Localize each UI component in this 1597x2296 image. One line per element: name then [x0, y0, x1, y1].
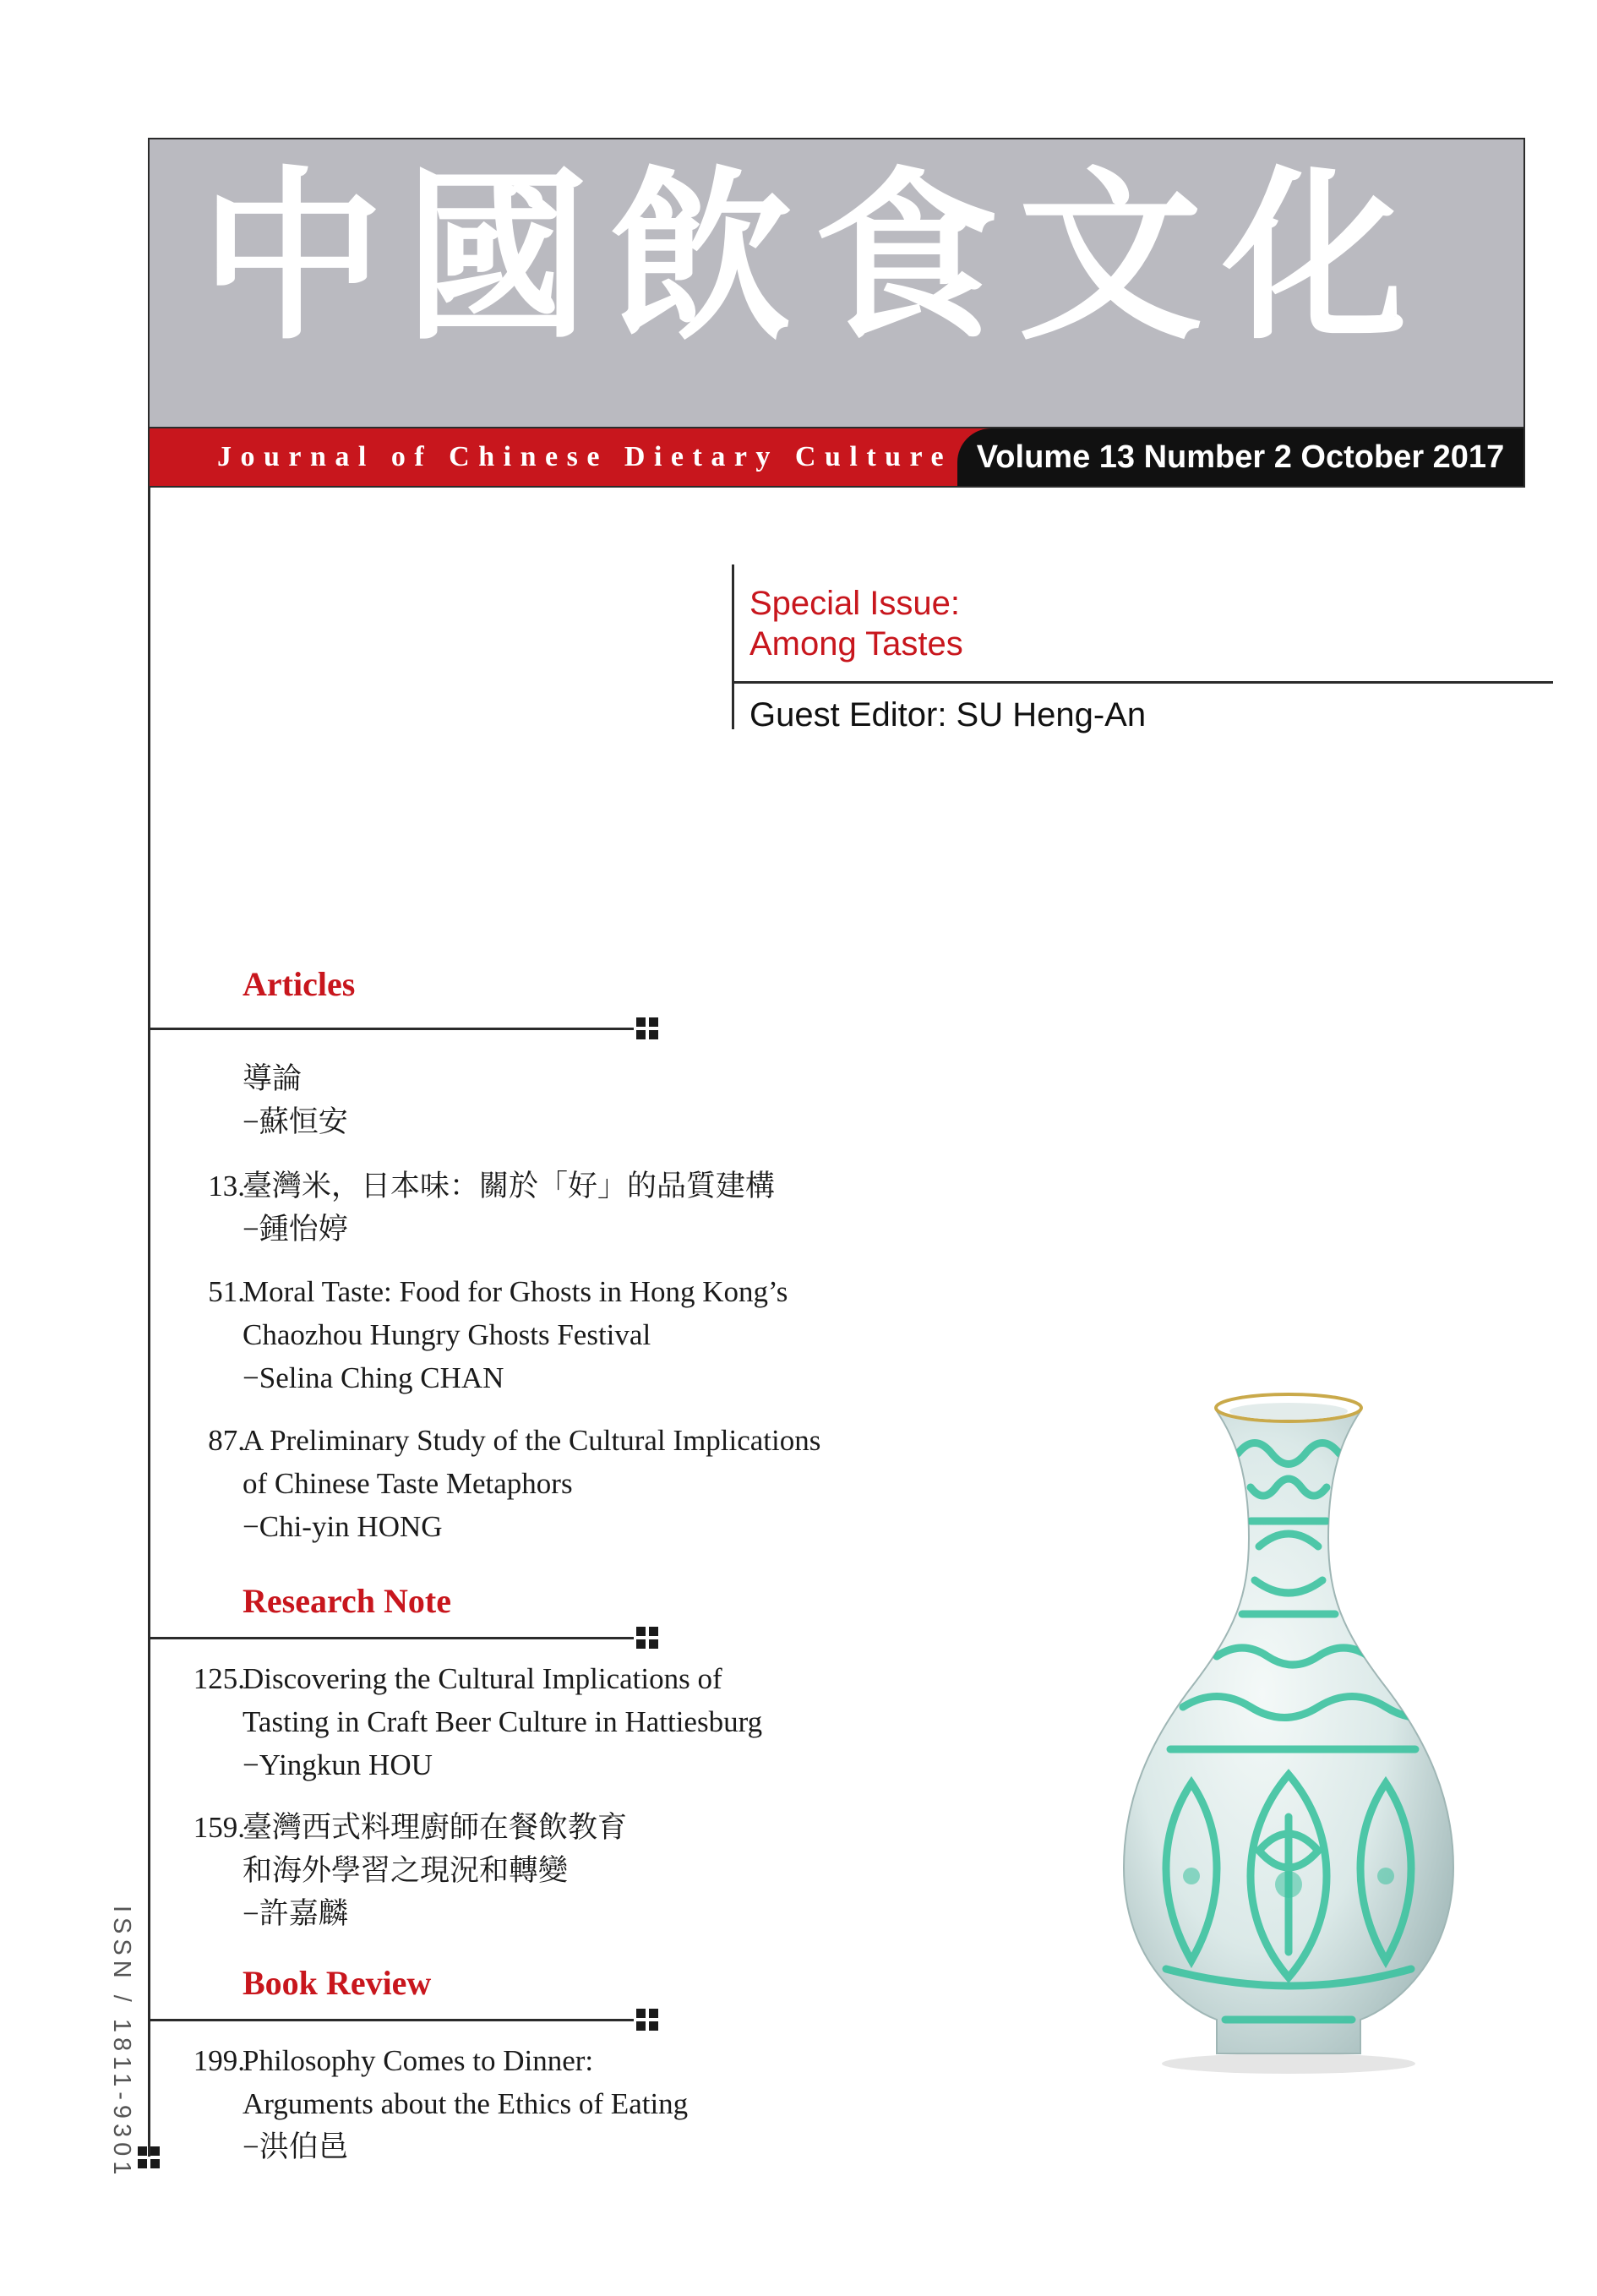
entry-title: 臺灣西式料理廚師在餐飲教育	[243, 1811, 628, 1844]
entry-title: A Preliminary Study of the Cultural Implications	[243, 1424, 821, 1457]
square-grid-icon	[138, 2146, 160, 2168]
guest-editor: Guest Editor: SU Heng-An	[749, 696, 1147, 734]
entry-author: −Selina Ching CHAN	[243, 1361, 504, 1394]
entry-author: −鍾怡婷	[243, 1213, 348, 1246]
vase-image	[1090, 1377, 1487, 2079]
page-number: 125.	[193, 1662, 245, 1695]
entry-author: −許嘉麟	[243, 1897, 348, 1930]
issn-text: ISSN / 1811-9301	[108, 1906, 135, 2180]
page-number: 51.	[208, 1275, 245, 1308]
masthead	[148, 138, 1525, 427]
special-issue-divider	[732, 564, 734, 729]
square-grid-icon	[636, 1627, 658, 1649]
entry-title-cont: 和海外學習之現況和轉變	[243, 1854, 569, 1887]
page-number: 159.	[193, 1811, 245, 1844]
issn-label	[108, 1906, 142, 2180]
entry-author: −洪伯邑	[243, 2130, 348, 2163]
research-note-heading: Research Note	[243, 1582, 451, 1620]
entry-title-cont: Arguments about the Ethics of Eating	[243, 2087, 689, 2120]
special-issue-label: Special Issue:	[749, 585, 961, 622]
chinese-title: 中國飲食文化	[200, 149, 1427, 365]
square-grid-icon	[636, 1017, 658, 1039]
journal-name: Journal of Chinese Dietary Culture	[217, 441, 953, 472]
book-review-rule	[148, 2019, 634, 2021]
entry-title-cont: Chaozhou Hungry Ghosts Festival	[243, 1318, 651, 1351]
special-issue-rule	[732, 681, 1553, 684]
title-band	[148, 427, 1525, 488]
articles-heading: Articles	[243, 965, 356, 1003]
page-number: 13.	[208, 1170, 245, 1203]
book-review-heading: Book Review	[243, 1964, 432, 2002]
special-issue-title	[749, 583, 963, 664]
entry-title-cont: of Chinese Taste Metaphors	[243, 1467, 573, 1500]
vase-illustration	[1090, 1377, 1487, 2079]
entry-author: −Yingkun HOU	[243, 1748, 433, 1781]
entry-title: 臺灣米，日本味：關於「好」的品質建構	[243, 1170, 776, 1203]
square-grid-icon	[636, 2009, 658, 2031]
entry-author: −Chi-yin HONG	[243, 1510, 443, 1543]
entry-title: 導論	[243, 1062, 303, 1095]
entry-author: −蘇恒安	[243, 1105, 348, 1138]
entry-title-cont: Tasting in Craft Beer Culture in Hattiesburg	[243, 1705, 763, 1738]
entry-title: Discovering the Cultural Implications of	[243, 1662, 722, 1695]
left-rule	[148, 488, 150, 2157]
page-number: 87.	[208, 1424, 245, 1457]
entry-title: Philosophy Comes to Dinner:	[243, 2044, 594, 2077]
entry-title: Moral Taste: Food for Ghosts in Hong Kong’s	[243, 1275, 788, 1308]
page-number: 199.	[193, 2044, 245, 2077]
research-note-rule	[148, 1637, 634, 1639]
issue-info: Volume 13 Number 2 October 2017	[957, 428, 1523, 486]
special-issue-theme: Among Tastes	[749, 625, 963, 663]
articles-rule	[148, 1028, 634, 1030]
